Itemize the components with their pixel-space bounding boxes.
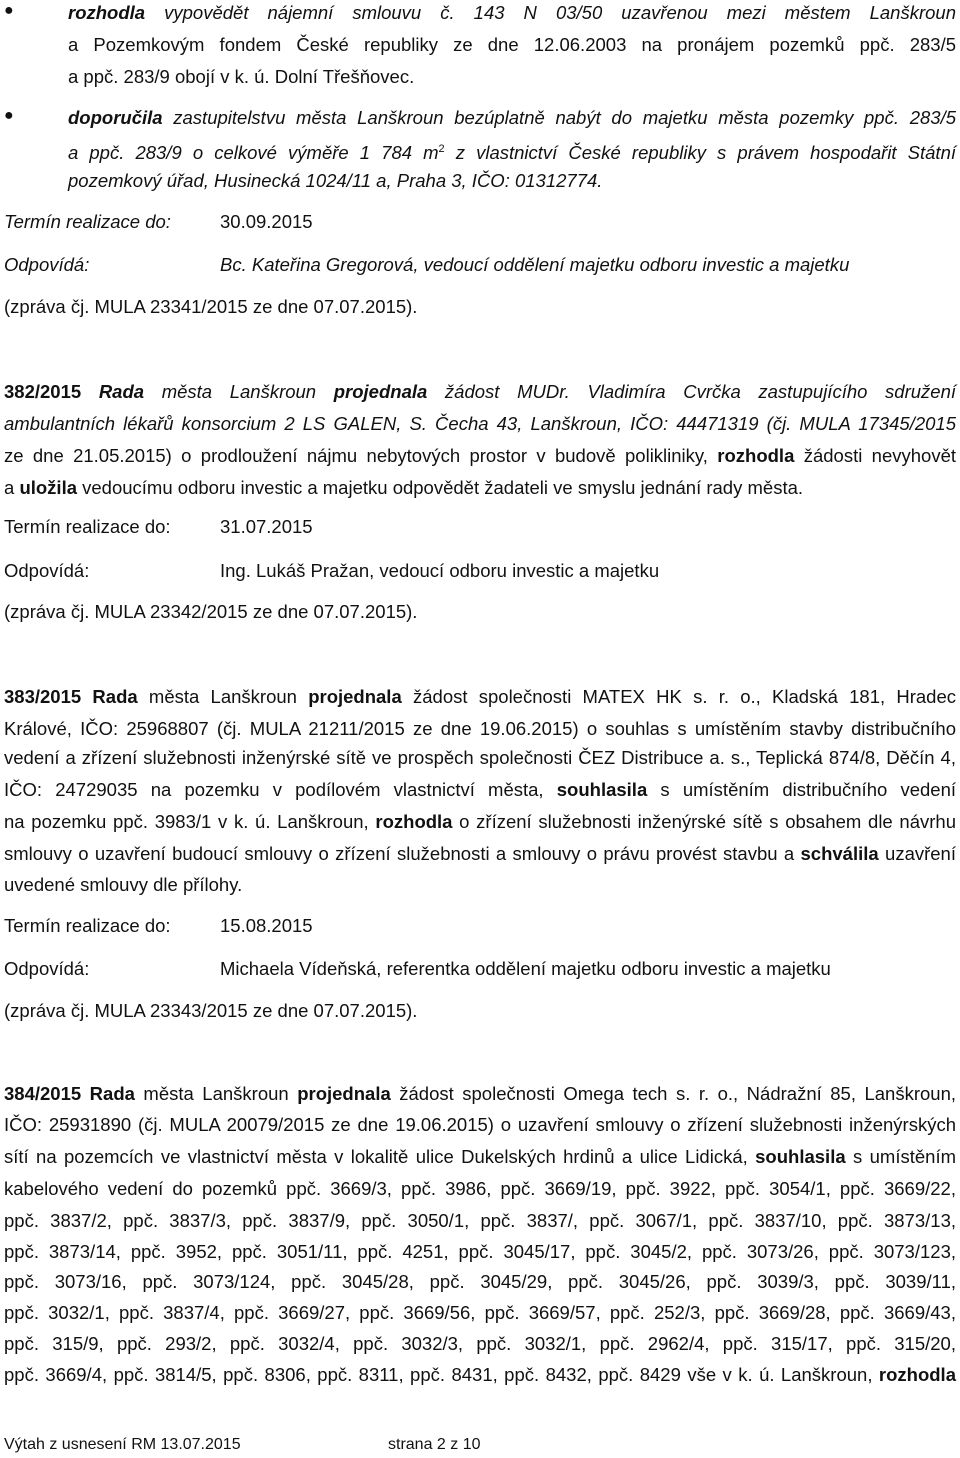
odpovida-row <box>4 254 956 276</box>
odpovida-value: Bc. Kateřina Gregorová, vedoucí oddělení majetku odboru investic a majetku <box>220 254 850 275</box>
termin-label: Termín realizace do: <box>4 915 171 936</box>
zprava-line: (zpráva čj. MULA 23343/2015 ze dne 07.07.2015). <box>4 1000 418 1021</box>
termin-row <box>4 516 956 538</box>
page-footer <box>4 1436 481 1454</box>
odpovida-row <box>4 560 956 582</box>
page-number: strana 2 z 10 <box>388 1436 481 1453</box>
bullet-2-line-3: pozemkový úřad, Husinecká 1024/11 a, Praha 3, IČO: 01312774. <box>68 170 603 191</box>
resolution-382-line-2: ambulantních lékařů konsorcium 2 LS GALEN, S. Čecha 43, Lanškroun, IČO: 44471319 (čj. MULA 17345/2015 <box>4 413 956 434</box>
termin-label: Termín realizace do: <box>4 211 171 232</box>
resolution-384-line-3: sítí na pozemcích ve vlastnictví města v lokalitě ulice Dukelských hrdinů a ulice Lidická, souhlasila s umístěním <box>4 1146 956 1167</box>
zprava-line: (zpráva čj. MULA 23342/2015 ze dne 07.07.2015). <box>4 601 418 622</box>
resolution-382-line-1: 382/2015 Rada města Lanškroun projednala žádost MUDr. Vladimíra Cvrčka zastupujícího sdružení <box>4 381 956 402</box>
odpovida-label: Odpovídá: <box>4 560 90 581</box>
resolution-384-line-1: 384/2015 Rada města Lanškroun projednala žádost společnosti Omega tech s. r. o., Nádražní 85, Lanškroun, <box>4 1083 956 1104</box>
bullet-2-line-2: a ppč. 283/9 o celkové výměře 1 784 $m^2$ z vlastnictví České republiky s právem hospodařit Státní <box>68 142 957 164</box>
bullet-1-line-3: a ppč. 283/9 obojí v k. ú. Dolní Třešňovec. <box>68 66 415 87</box>
termin-label: Termín realizace do: <box>4 516 171 537</box>
resolution-383-line-5: na pozemku ppč. 3983/1 v k. ú. Lanškroun, rozhodla o zřízení služebnosti inženýrské sítě s obsahem dle návrhu <box>4 811 956 832</box>
odpovida-row <box>4 958 956 980</box>
resolution-382-line-3: ze dne 21.05.2015) o prodloužení nájmu nebytových prostor v budově polikliniky, rozhodla žádosti nevyhovět <box>4 445 957 466</box>
footer-title: Výtah z usnesení RM 13.07.2015 <box>4 1436 241 1453</box>
resolution-384-line-7: ppč. 3073/16, ppč. 3073/124, ppč. 3045/28, ppč. 3045/29, ppč. 3045/26, ppč. 3039/3, ppč. 3039/11, <box>4 1271 956 1292</box>
odpovida-label: Odpovídá: <box>4 958 90 979</box>
termin-row <box>4 211 956 233</box>
resolution-384-line-8: ppč. 3032/1, ppč. 3837/4, ppč. 3669/27, ppč. 3669/56, ppč. 3669/57, ppč. 252/3, ppč. 3669/28, ppč. 3669/43, <box>4 1302 956 1323</box>
resolution-383-line-1: 383/2015 Rada města Lanškroun projednala žádost společnosti MATEX HK s. r. o., Kladská 181, Hradec <box>4 686 957 707</box>
resolution-382-line-4: a uložila vedoucímu odboru investic a majetku odpovědět žadateli ve smyslu jednání rady města. <box>4 477 804 498</box>
resolution-383-line-2: Králové, IČO: 25968807 (čj. MULA 21211/2015 ze dne 19.06.2015) o souhlas s umístěním stavby distribučního <box>4 718 956 739</box>
resolution-384-line-2: IČO: 25931890 (čj. MULA 20079/2015 ze dne 19.06.2015) o uzavření smlouvy o zřízení služebnosti inženýrských <box>4 1114 956 1135</box>
resolution-383-line-3: vedení a zřízení služebnosti inženýrské sítě ve prospěch společnosti ČEZ Distribuce a. s., Teplická 874/8, Děčín 4, <box>4 747 956 768</box>
resolution-384-line-5: ppč. 3837/2, ppč. 3837/3, ppč. 3837/9, ppč. 3050/1, ppč. 3837/, ppč. 3067/1, ppč. 3837/10, ppč. 3873/13, <box>4 1210 956 1231</box>
zprava-line: (zpráva čj. MULA 23341/2015 ze dne 07.07.2015). <box>4 296 418 317</box>
bullet-1-line-2: a Pozemkovým fondem České republiky ze dne 12.06.2003 na pronájem pozemků ppč. 283/5 <box>68 34 956 55</box>
termin-value: 30.09.2015 <box>220 211 313 232</box>
resolution-383-line-4: IČO: 24729035 na pozemku v podílovém vlastnictví města, souhlasila s umístěním distribučního vedení <box>4 779 956 800</box>
resolution-384-line-9: ppč. 315/9, ppč. 293/2, ppč. 3032/4, ppč. 3032/3, ppč. 3032/1, ppč. 2962/4, ppč. 315/17, ppč. 315/20, <box>4 1333 956 1354</box>
odpovida-value: Michaela Vídeňská, referentka oddělení majetku odboru investic a majetku <box>220 958 831 979</box>
resolution-383-line-7: uvedené smlouvy dle přílohy. <box>4 874 243 895</box>
bullet-dot: ● <box>4 107 14 124</box>
resolution-384-line-6: ppč. 3873/14, ppč. 3952, ppč. 3051/11, ppč. 4251, ppč. 3045/17, ppč. 3045/2, ppč. 3073/26, ppč. 3073/123, <box>4 1241 956 1262</box>
termin-value: 31.07.2015 <box>220 516 313 537</box>
bullet-dot: ● <box>4 2 14 19</box>
bullet-1-line-1: rozhodla vypovědět nájemní smlouvu č. 143 N 03/50 uzavřenou mezi městem Lanškroun <box>68 2 956 23</box>
resolution-384-line-10: ppč. 3669/4, ppč. 3814/5, ppč. 8306, ppč. 8311, ppč. 8431, ppč. 8432, ppč. 8429 vše v k. ú. Lanškroun, rozhodla <box>4 1364 956 1385</box>
resolution-383-line-6: smlouvy o uzavření budoucí smlouvy o zřízení služebnosti a smlouvy o právu provést stavbu a schválila uzavření <box>4 843 956 864</box>
resolution-384-line-4: kabelového vedení do pozemků ppč. 3669/3, ppč. 3986, ppč. 3669/19, ppč. 3922, ppč. 3054/1, ppč. 3669/22, <box>4 1178 956 1199</box>
termin-value: 15.08.2015 <box>220 915 313 936</box>
odpovida-value: Ing. Lukáš Pražan, vedoucí odboru investic a majetku <box>220 560 660 581</box>
bullet-2-line-1: doporučila zastupitelstvu města Lanškroun bezúplatně nabýt do majetku města pozemky ppč. 283/5 <box>68 107 956 128</box>
termin-row <box>4 915 956 937</box>
odpovida-label: Odpovídá: <box>4 254 90 275</box>
